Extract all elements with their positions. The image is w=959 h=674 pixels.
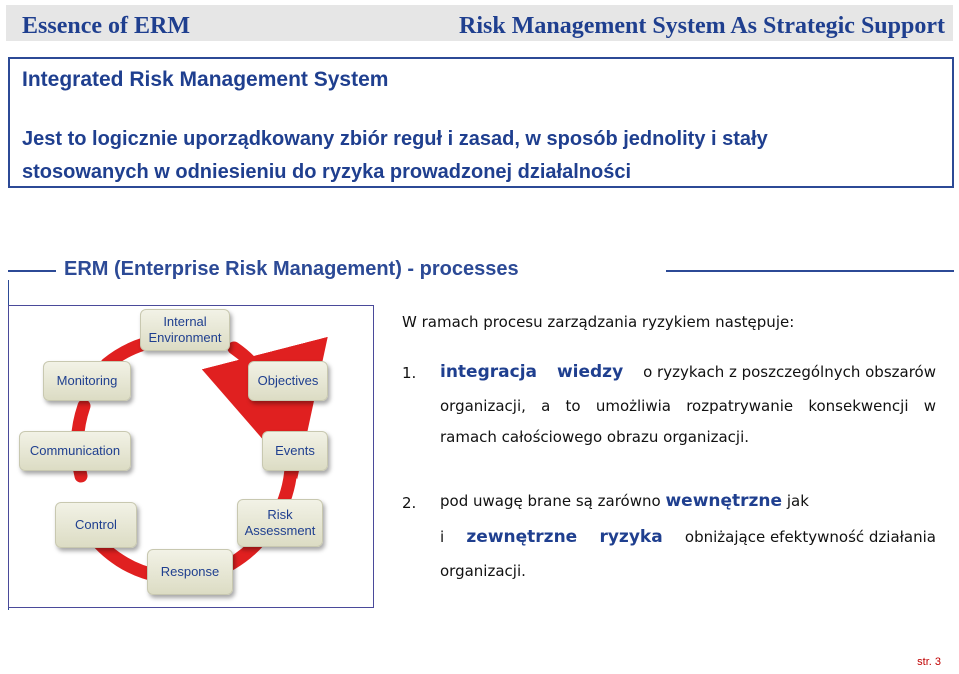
- item-1-number: 1.: [402, 364, 417, 382]
- item-2-line-1-post: jak: [786, 492, 809, 510]
- page-number: str. 3: [917, 656, 941, 668]
- node-events: Events: [262, 431, 328, 471]
- definition-line-2: stosowanych w odniesieniu do ryzyka prowadzonej działalności: [22, 161, 632, 183]
- item-2-line-2-post: obniżające efektywność działania: [684, 528, 936, 546]
- node-response: Response: [147, 549, 233, 595]
- definition-box: [8, 57, 954, 188]
- item-1-keyword-knowledge: wiedzy: [556, 362, 624, 382]
- item-2-keyword-risks: ryzyka: [599, 527, 663, 547]
- item-2-number: 2.: [402, 494, 417, 512]
- erm-title-rule-left: [8, 270, 56, 272]
- erm-section-title: ERM (Enterprise Risk Management) - processes: [64, 258, 519, 280]
- item-2-line-2-pre: i: [440, 528, 445, 546]
- header-bar: [6, 5, 953, 41]
- node-risk-assessment: Risk Assessment: [237, 499, 323, 547]
- node-monitoring: Monitoring: [43, 361, 131, 401]
- item-1-line-3: ramach całościowego obrazu organizacji.: [440, 428, 750, 446]
- header-right-title: Risk Management System As Strategic Support: [459, 13, 945, 39]
- item-2-keyword-external: zewnętrzne: [466, 527, 578, 547]
- definition-title: Integrated Risk Management System: [22, 68, 389, 91]
- definition-line-1: Jest to logicznie uporządkowany zbiór reguł i zasad, w sposób jednolity i stały: [22, 128, 768, 150]
- node-objectives: Objectives: [248, 361, 328, 401]
- node-internal-environment: Internal Environment: [140, 309, 230, 351]
- item-1-line-2: organizacji, a to umożliwia rozpatrywanie konsekwencji w: [440, 397, 936, 415]
- node-communication: Communication: [19, 431, 131, 471]
- item-2-line-2: [440, 527, 936, 547]
- item-1-line-1: [440, 362, 936, 382]
- definition-text: [22, 123, 942, 189]
- node-control: Control: [55, 502, 137, 548]
- process-intro: W ramach procesu zarządzania ryzykiem następuje:: [402, 313, 795, 331]
- item-1-line-1-rest: o ryzykach z poszczególnych obszarów: [643, 363, 936, 381]
- item-2-line-1-pre: pod uwagę brane są zarówno: [440, 492, 661, 510]
- erm-title-rule-right: [666, 270, 954, 272]
- header-left-title: Essence of ERM: [22, 13, 190, 39]
- item-2-line-3: organizacji.: [440, 562, 526, 580]
- item-2-keyword-internal: wewnętrzne: [665, 491, 783, 511]
- item-1-keyword-integration: integracja: [440, 362, 537, 382]
- erm-cycle-diagram: [8, 305, 374, 608]
- item-2-line-1: [440, 491, 809, 511]
